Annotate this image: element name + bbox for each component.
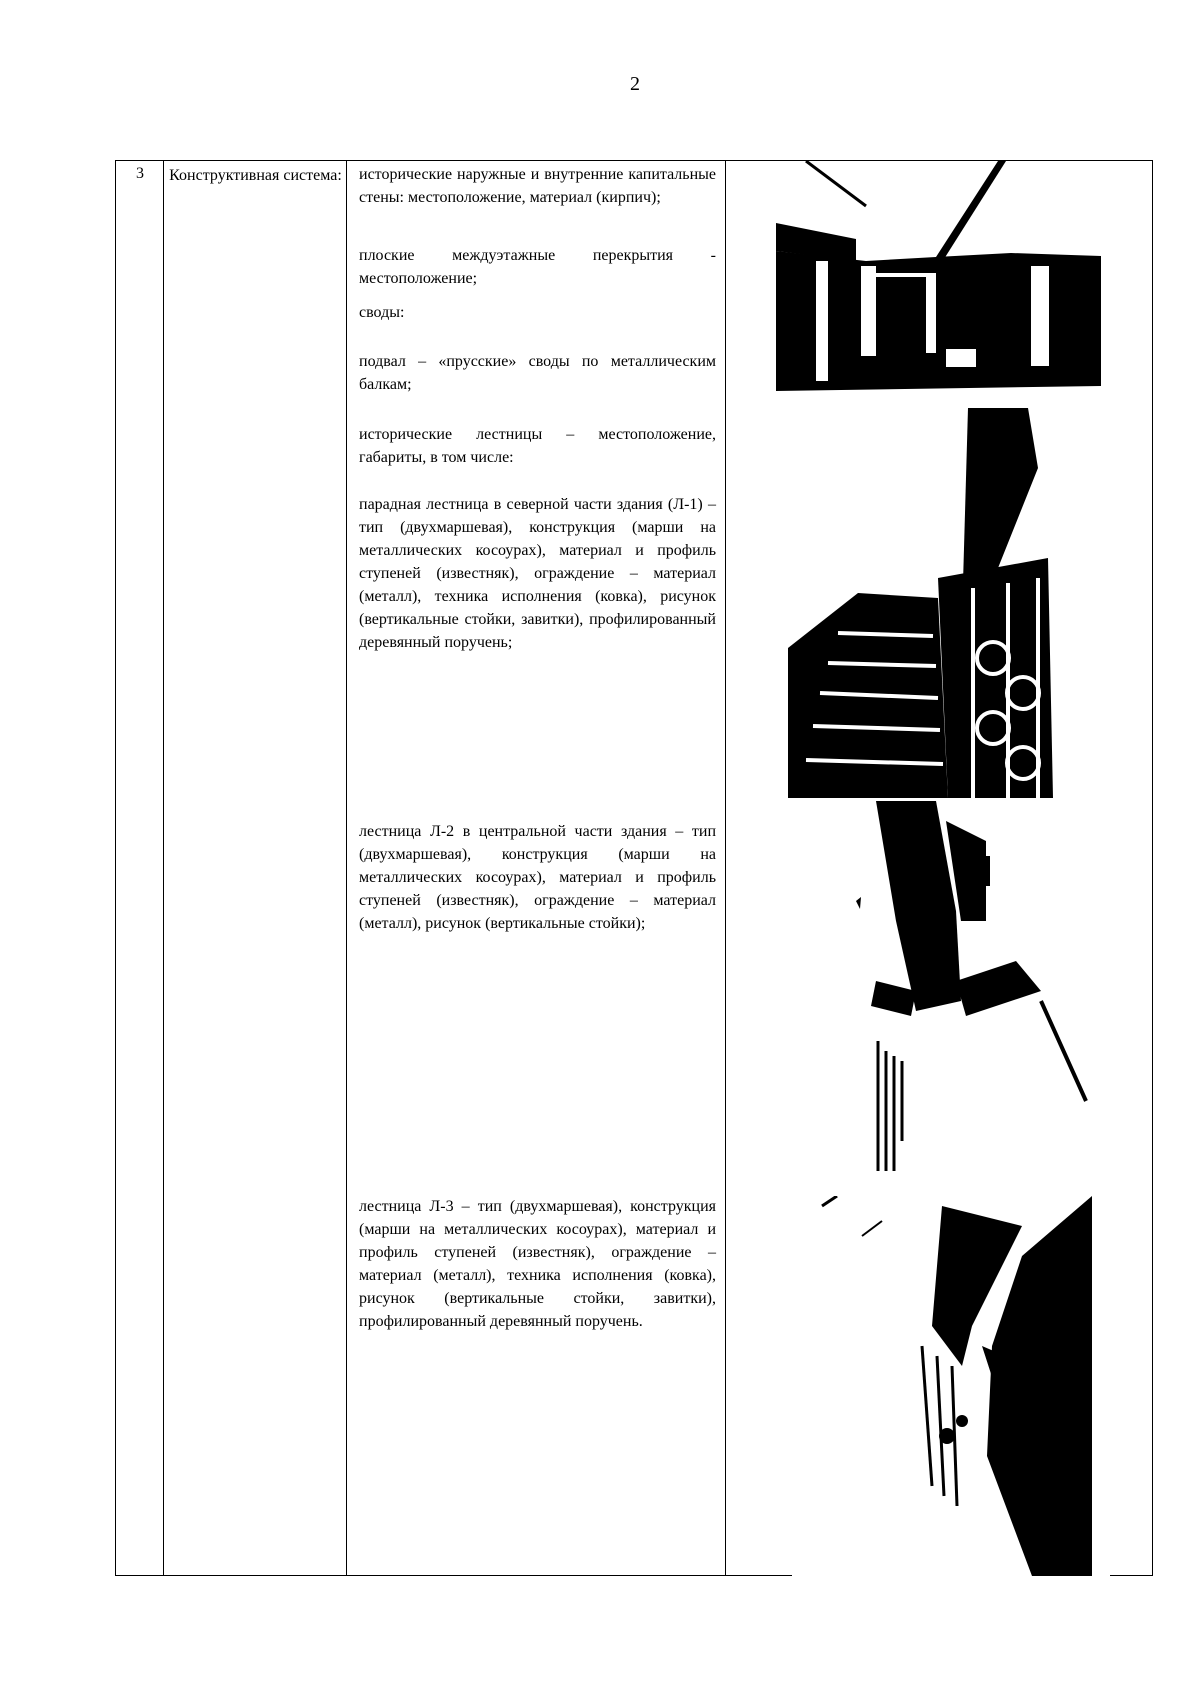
subject-protection-table xyxy=(115,160,1153,1576)
item-floors: плоские междуэтажные перекрытия - местоположение; xyxy=(359,247,716,287)
item-staircase-l3: лестница Л-3 – тип (двухмаршевая), конструкция (марши на металлических косоурах), материал и профиль ступеней (известняк), ограждение – материал (металл), техника исполнения (ковка), рисунок (вертикальные стойки, завитки), профилированный деревянный поручень. xyxy=(359,1198,716,1330)
row-number: 3 xyxy=(136,165,144,182)
page-number: 2 xyxy=(630,73,640,95)
item-walls: исторические наружные и внутренние капитальные стены: местоположение, материал (кирпич); xyxy=(359,166,716,206)
item-staircase-l1: парадная лестница в северной части здания (Л-1) – тип (двухмаршевая), конструкция (марши на металлических косоурах), материал и профиль ступеней (известняк), ограждение – материал (металл), техника исполнения (ковка), рисунок (вертикальные стойки, завитки), профилированный деревянный поручень; xyxy=(359,496,716,651)
column-divider xyxy=(725,161,726,1575)
item-vaults: своды: xyxy=(359,304,405,321)
main-staircase-l1-photo xyxy=(788,408,1103,798)
basement-vaults-photo xyxy=(776,161,1101,406)
column-divider xyxy=(346,161,347,1575)
column-divider xyxy=(163,161,164,1575)
item-staircases: исторические лестницы – местоположение, габариты, в том числе: xyxy=(359,426,716,466)
row-category: Конструктивная система: xyxy=(169,167,342,184)
item-basement: подвал – «прусские» своды по металлическим балкам; xyxy=(359,353,716,393)
item-staircase-l2: лестница Л-2 в центральной части здания – тип (двухмаршевая), конструкция (марши на металлических косоурах), материал и профиль ступеней (известняк), ограждение – материал (металл), рисунок (вертикальные стойки); xyxy=(359,823,716,932)
staircase-l2-photo xyxy=(816,801,1096,1171)
staircase-l3-photo xyxy=(792,1196,1110,1576)
